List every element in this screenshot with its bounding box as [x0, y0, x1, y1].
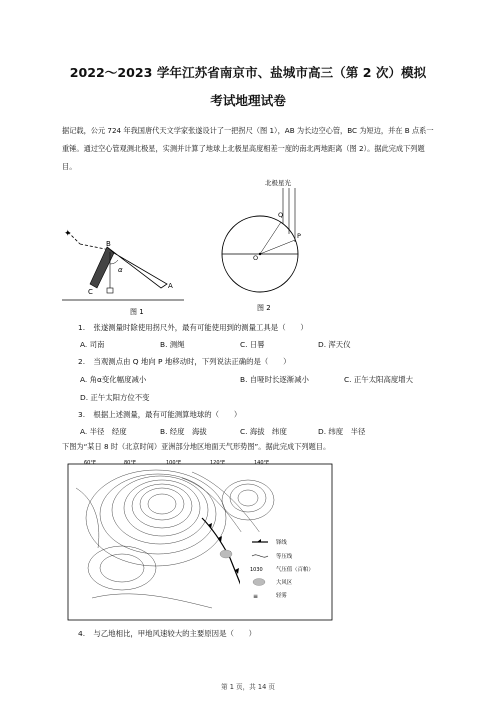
q2-option-a[interactable]: A. 角α变化幅度减小: [80, 375, 147, 384]
weather-map: [62, 458, 338, 624]
question-1: [78, 322, 308, 333]
question-number: 4.: [78, 629, 86, 638]
q1-option-b[interactable]: B. 测绳: [160, 340, 185, 349]
q2-option-c[interactable]: C. 正午太阳高度增大: [344, 375, 414, 384]
q1-option-a[interactable]: A. 司南: [80, 340, 105, 349]
svg-text:✦: ✦: [64, 229, 72, 239]
question-2: [78, 356, 290, 367]
question-text: 根据上述测量，最有可能测算地球的（ ）: [93, 410, 242, 419]
map-lon-label-60: 60°E: [84, 460, 97, 466]
legend-front-label: 锋线: [276, 540, 287, 546]
fig1-label-c: C: [88, 288, 93, 296]
q2-option-b[interactable]: B. 自哑时长逐渐减小: [240, 375, 309, 384]
exam-title-line1: 2022～2023 学年江苏省南京市、盐城市高三（第 2 次）模拟: [69, 65, 427, 80]
question-3: [78, 409, 241, 420]
legend-pressure-value: 1030: [250, 567, 263, 573]
q1-option-d[interactable]: D. 浑天仪: [318, 340, 351, 349]
fig1-label-alpha: α: [118, 266, 123, 274]
question-text: 当观测点由 Q 地向 P 地移动时，下列说法正确的是（ ）: [93, 357, 291, 366]
passage-2: 下图为“某日 8 时（北京时间）亚洲部分地区地面天气形势图”。据此完成下列题目。: [62, 442, 331, 451]
question-number: 1.: [78, 323, 86, 332]
passage-1: 据记载，公元 724 年我国唐代天文学家张遂设计了一把拐尺（图 1），AB 为长边空心管，BC 为短边，并在 B 点系一重锤。通过空心管观测北极星，实测并计算了地球上北极星高度相差一度的南北两地距离（图 2）。据此完成下列题目。: [62, 126, 434, 171]
question-4: [78, 628, 256, 639]
fig2-top-label: 北极星光: [265, 179, 291, 187]
q3-option-b[interactable]: B. 经度 海拔: [160, 427, 207, 436]
fig2-label-p: P: [297, 232, 301, 240]
q1-option-c[interactable]: C. 日晷: [240, 340, 265, 349]
fig1-label-a: A: [168, 282, 173, 290]
question-number: 3.: [78, 410, 86, 419]
legend-pressure-label: 气压值（百帕）: [276, 567, 314, 573]
q3-option-a[interactable]: A. 半径 经度: [80, 427, 127, 436]
q3-option-d[interactable]: D. 纬度 半径: [318, 427, 366, 436]
page-footer: 第 1 页，共 14 页: [221, 683, 275, 691]
map-lon-label-80: 80°E: [124, 460, 137, 466]
figure-2-diagram: [215, 176, 321, 316]
exam-title-line2: 考试地理试卷: [210, 93, 286, 108]
q3-option-c[interactable]: C. 海拔 纬度: [240, 427, 287, 436]
fig2-label-o: O: [253, 254, 259, 262]
question-text: 张遂测量时除使用拐尺外，最有可能使用到的测量工具是（ ）: [93, 323, 308, 332]
fig2-label-q: Q: [278, 211, 284, 219]
map-lon-label-100: 100°E: [166, 460, 182, 466]
question-text: 与乙地相比，甲地风速较大的主要原因是（ ）: [93, 629, 257, 638]
legend-strong-wind-label: 大风区: [276, 580, 293, 586]
legend-mist-label: 轻雾: [276, 593, 287, 599]
figure-1-diagram: [62, 222, 192, 320]
map-lon-label-120: 120°E: [210, 460, 226, 466]
question-number: 2.: [78, 357, 86, 366]
fig2-caption: 图 2: [257, 304, 271, 312]
fig1-caption: 图 1: [130, 308, 144, 316]
legend-mist-icon: ≡: [253, 593, 259, 600]
legend-isobar-label: 等压线: [276, 554, 293, 560]
fig1-label-b: B: [106, 240, 111, 248]
q2-option-d[interactable]: D. 正午太阳方位不变: [80, 393, 150, 402]
map-lon-label-140: 140°E: [254, 460, 270, 466]
